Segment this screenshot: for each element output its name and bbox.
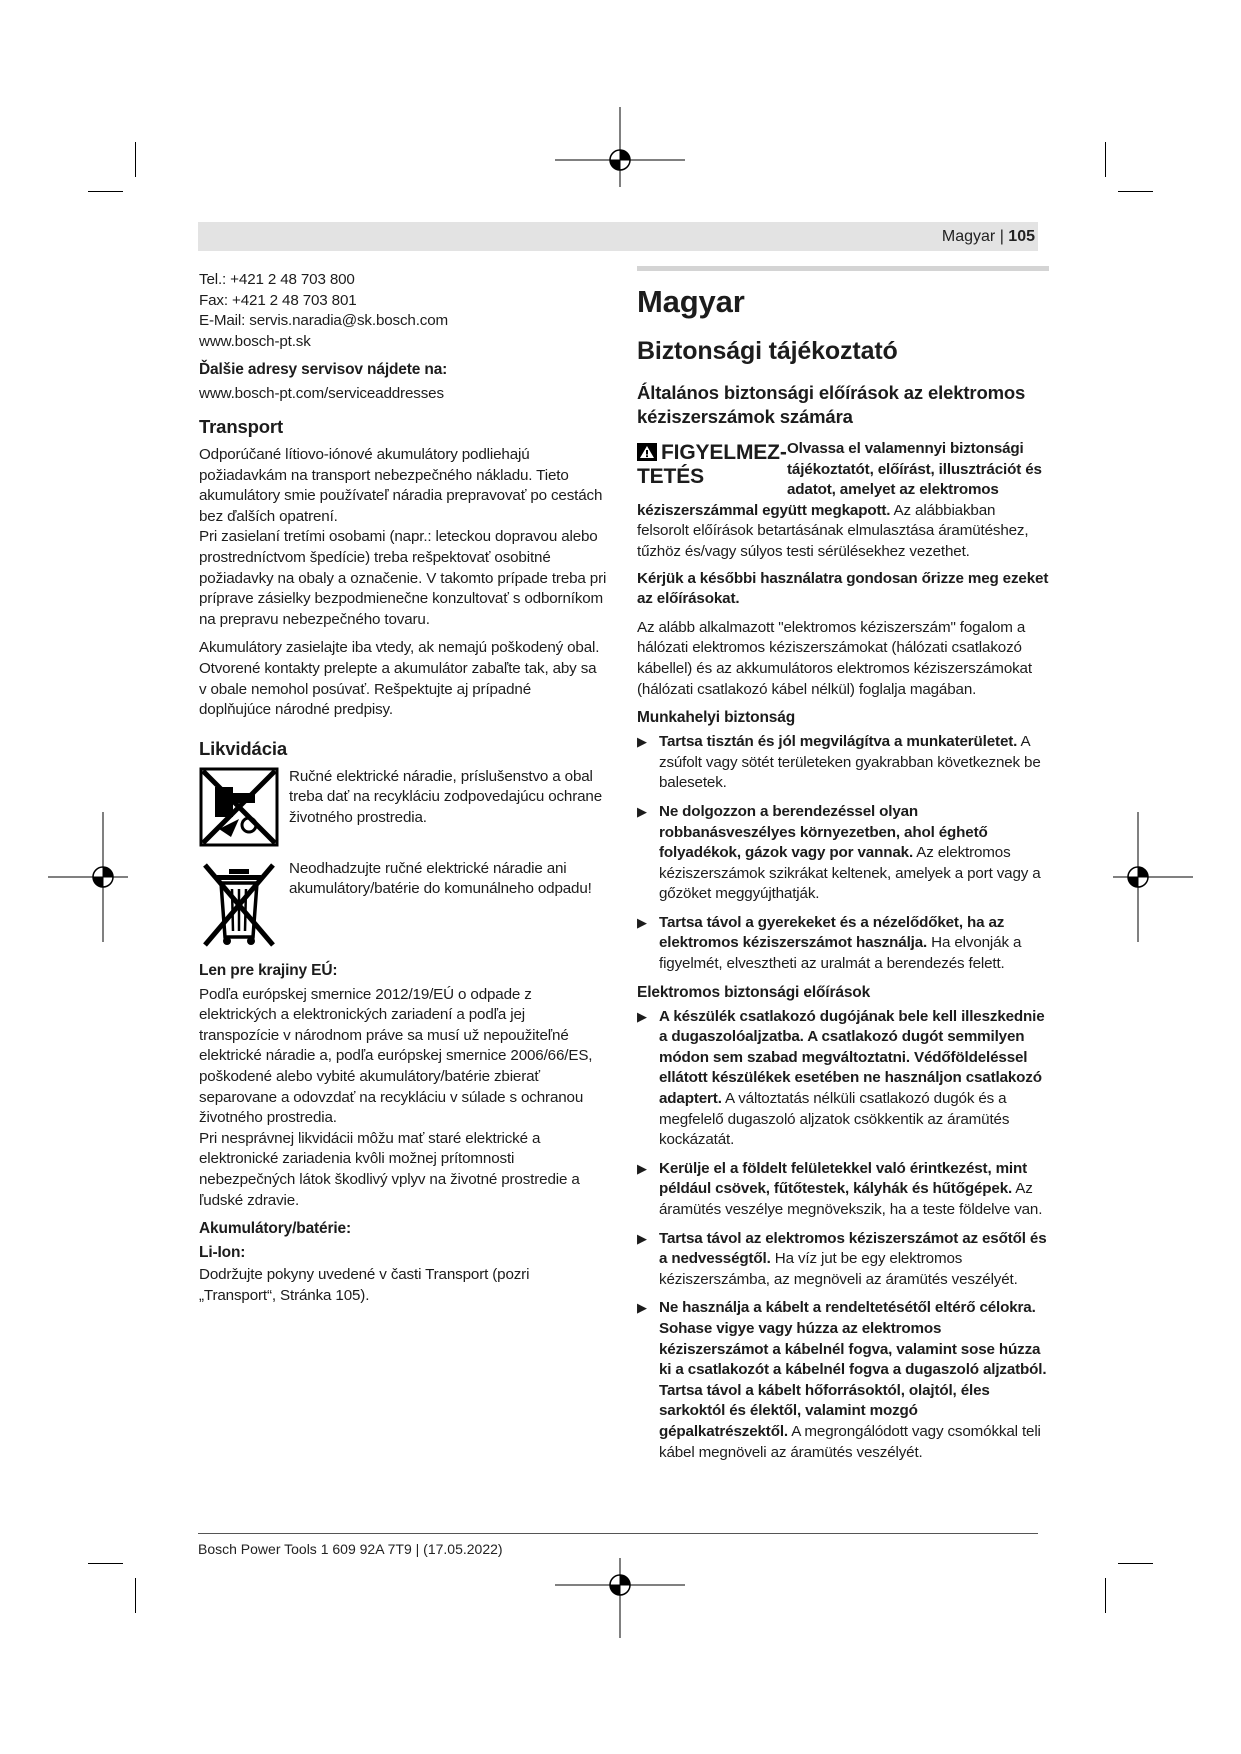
item-bold: Tartsa távol az elektromos kéziszerszámot az esőtől és a nedvességtől. [659,1229,1047,1268]
item-bold: Kerülje el a földelt felületekkel való érintkezést, mint például csövek, fűtőtestek, kályhák és hűtőgépek. [659,1159,1028,1198]
general-safety-heading: Általános biztonsági előírások az elektromos kéziszerszámok számára [637,382,1026,427]
item-text: Ha elvonják a figyelmét, elvesztheti az uralmát a berendezés felett. [659,934,1022,973]
workplace-list [637,732,1049,975]
disposal-row-recycling [199,767,607,847]
item-text: Ha víz jut be egy elektromos kéziszerszámba, az megnöveli az áramütés veszélyét. [659,1250,1018,1288]
item-text: A zsúfolt vagy sötét területeken gyakrabban következnek be balesetek. [659,733,1041,792]
list-item [637,1007,1049,1151]
disposal-text-recycling: Ručné elektrické náradie, príslušenstvo a obal treba dať na recykláciu zodpovedajúcu ochrane životného prostredia. [289,767,603,826]
keep-instructions: Kérjük a későbbi használatra gondosan őrizze meg ezeket az előírásokat. [637,569,1049,608]
item-bold: Ne használja a kábelt a rendeltetésétől eltérő célokra. Sohase vigye vagy húzza az elektromos kéziszerszámot a kábelnél fogva, valamint sose húzza ki a csatlakozót a kábelnél fogva a dugaszoló aljzatból. Tartsa távol a kábelt hőforrásoktól, olajtól, éles sarkoktól és élektől, valamint mozgó gépalkatrészektől. [659,1299,1047,1440]
crop-mark-bottom-left-v [135,1578,136,1613]
bullet-arrow-icon: ▶ [637,803,647,819]
crop-mark-bottom-left-h [88,1563,123,1564]
electrical-list [637,1007,1049,1463]
item-text: Az áramütés veszélye megnövekszik, ha a teste földelve van. [659,1180,1043,1218]
recycling-tool-icon [199,767,279,847]
bullet-arrow-icon: ▶ [637,734,647,750]
language-title: Magyar [637,284,745,319]
transport-paragraph: Akumulátory zasielajte iba vtedy, ak nemajú poškodený obal. Otvorené kontakty prelepte a akumulátor zabaľte tak, aby sa v obale nemohol posúvať. Rešpektujte aj prípadné doplňujúce národné predpisy. [199,639,600,719]
service-url: www.bosch-pt.com/serviceaddresses [199,385,444,403]
crop-mark-top-left-h [88,191,123,192]
bullet-arrow-icon: ▶ [637,1300,647,1316]
crop-mark-bottom-right-h [1118,1563,1153,1564]
bullet-arrow-icon: ▶ [637,1230,647,1246]
item-bold: Tartsa távol a gyerekeket és a nézelődőket, ha az elektromos kéziszerszámot használja. [659,913,1005,952]
crop-mark-top-left-v [135,142,136,177]
battery-heading: Akumulátory/batérie: [199,1220,352,1238]
list-item [637,802,1049,905]
eu-paragraph: Pri nesprávnej likvidácii môžu mať staré elektrické a elektronické zariadenia kvôli možnej prítomnosti nebezpečných látok škodlivý vplyv na životné prostredie a ľudské zdravie. [199,1129,580,1209]
warning-label [637,441,787,489]
crossed-out-bin-icon [199,859,279,949]
contact-email: E-Mail: servis.naradia@sk.bosch.com [199,312,449,330]
transport-paragraph: Pri zasielaní tretími osobami (napr.: leteckou dopravou alebo prostredníctvom špedície) treba rešpektovať osobitné požiadavky na obaly a označenie. V takomto prípade treba pri príprave zásielky bezpodmienečne konzultovať s odborníkom na prepravu nebezpečného tovaru. [199,528,607,628]
electrical-heading: Elektromos biztonsági előírások [637,983,871,1001]
registration-mark-bottom-icon [555,1558,685,1638]
contact-block [199,270,607,352]
page-number: 105 [1008,228,1035,245]
bullet-arrow-icon: ▶ [637,1008,647,1024]
warning-lead: Olvassa el valamennyi biztonsági tájékoztatót, előírást, illusztrációt és adatot, amelyet az elektromos kéziszerszámmal együtt megkapott. [637,440,1042,519]
item-bold: Ne dolgozzon a berendezéssel olyan robbanásveszélyes környezetben, ahol éghető folyadékok, gázok vagy por vannak. [659,802,988,862]
workplace-heading: Munkahelyi biztonság [637,709,796,727]
warning-body: Az alábbiakban felsorolt előírások betartásának elmulasztása áramütéshez, tűzhöz és/vagy súlyos testi sérülésekhez vezethet. [637,501,1029,560]
crop-mark-top-right-v [1105,142,1106,177]
disposal-text-waste-bin: Neodhadzujte ručné elektrické náradie ani akumulátory/batérie do komunálneho odpadu! [289,859,592,898]
contact-tel: Tel.: +421 2 48 703 800 [199,271,355,288]
item-text: A változtatás nélküli csatlakozó dugók és a megfelelő dugaszoló aljzatok csökkentik az áramütés kockázatát. [659,1090,1010,1149]
item-bold: Tartsa tisztán és jól megvilágítva a munkaterületet. [659,733,1018,751]
warning-block [637,439,1049,563]
list-item [637,1229,1049,1291]
contact-web: www.bosch-pt.sk [199,332,311,350]
definition-text: Az alább alkalmazott "elektromos kéziszerszám" fogalom a hálózati elektromos kéziszerszámokat (hálózati csatlakozó kábellel) és az akkumulátoros elektromos kéziszerszámokat (hálózati csatlakozó kábel nélkül) foglalja magában. [637,618,1032,698]
left-column [199,270,607,1314]
header-section: Magyar [941,228,996,245]
eu-heading: Len pre krajiny EÚ: [199,961,338,979]
registration-mark-top-icon [555,107,685,187]
safety-title: Biztonsági tájékoztató [637,337,898,365]
contact-fax: Fax: +421 2 48 703 801 [199,291,357,309]
transport-paragraph: Odporúčané lítiovo-iónové akumulátory podliehajú požiadavkám na transport nebezpečného nákladu. Tieto akumulátory smie používateľ náradia prepravovať po cestách bez ďalších opatrení. [199,445,603,525]
liion-text: Dodržujte pokyny uvedené v časti Transport (pozri „Transport“, Stránka 105). [199,1266,530,1304]
list-item [637,1159,1049,1221]
item-text: A megrongálódott vagy csomókkal teli kábel megnöveli az áramütés veszélyét. [659,1422,1041,1461]
warning-label-text: FIGYELMEZ-TETÉS [637,441,787,488]
list-item [637,1298,1049,1463]
bullet-arrow-icon: ▶ [637,914,647,930]
service-heading: Ďalšie adresy servisov nájdete na: [199,361,448,379]
item-bold: A készülék csatlakozó dugójának bele kell illeszkednie a dugaszolóaljzatba. A csatlakozó dugót semmilyen módon sem szabad megváltoztatni. Védőföldeléssel ellátott készülékek esetében ne használjon csatlakozó adaptert. [659,1007,1045,1108]
list-item [637,732,1049,794]
page-footer: Bosch Power Tools 1 609 92A 7T9 | (17.05.2022) [198,1541,503,1557]
eu-paragraph: Podľa európskej smernice 2012/19/EÚ o odpade z elektrických a elektronických zariadení a podľa jej transpozície v národnom práve sa musí už nepoužiteľné elektrické náradie a, podľa európskej smernice 2006/66/ES, poškodené alebo vybité akumulátory/batérie zbierať separovane a odovzdať na recykláciu v súlade s ochranou životného prostredia. [199,985,593,1127]
bullet-arrow-icon: ▶ [637,1160,647,1176]
warning-triangle-icon [637,443,657,461]
right-column [637,266,1049,1471]
crop-mark-bottom-right-v [1105,1578,1106,1613]
disposal-heading: Likvidácia [199,737,287,759]
list-item [637,913,1049,975]
footer-rule [198,1533,1038,1534]
page-header: Magyar | 105 [941,228,1035,245]
crop-mark-top-right-h [1118,191,1153,192]
section-rule [637,266,1049,271]
disposal-row-waste-bin [199,859,607,949]
registration-mark-left-icon [48,812,128,942]
liion-heading: Li-Ion: [199,1244,246,1262]
item-text: Az elektromos kéziszerszámok szikrákat keltenek, amelyek a port vagy a gőzöket meggyújthatják. [659,844,1041,903]
registration-mark-right-icon [1113,812,1193,942]
transport-heading: Transport [199,415,283,437]
header-band [198,222,1038,251]
